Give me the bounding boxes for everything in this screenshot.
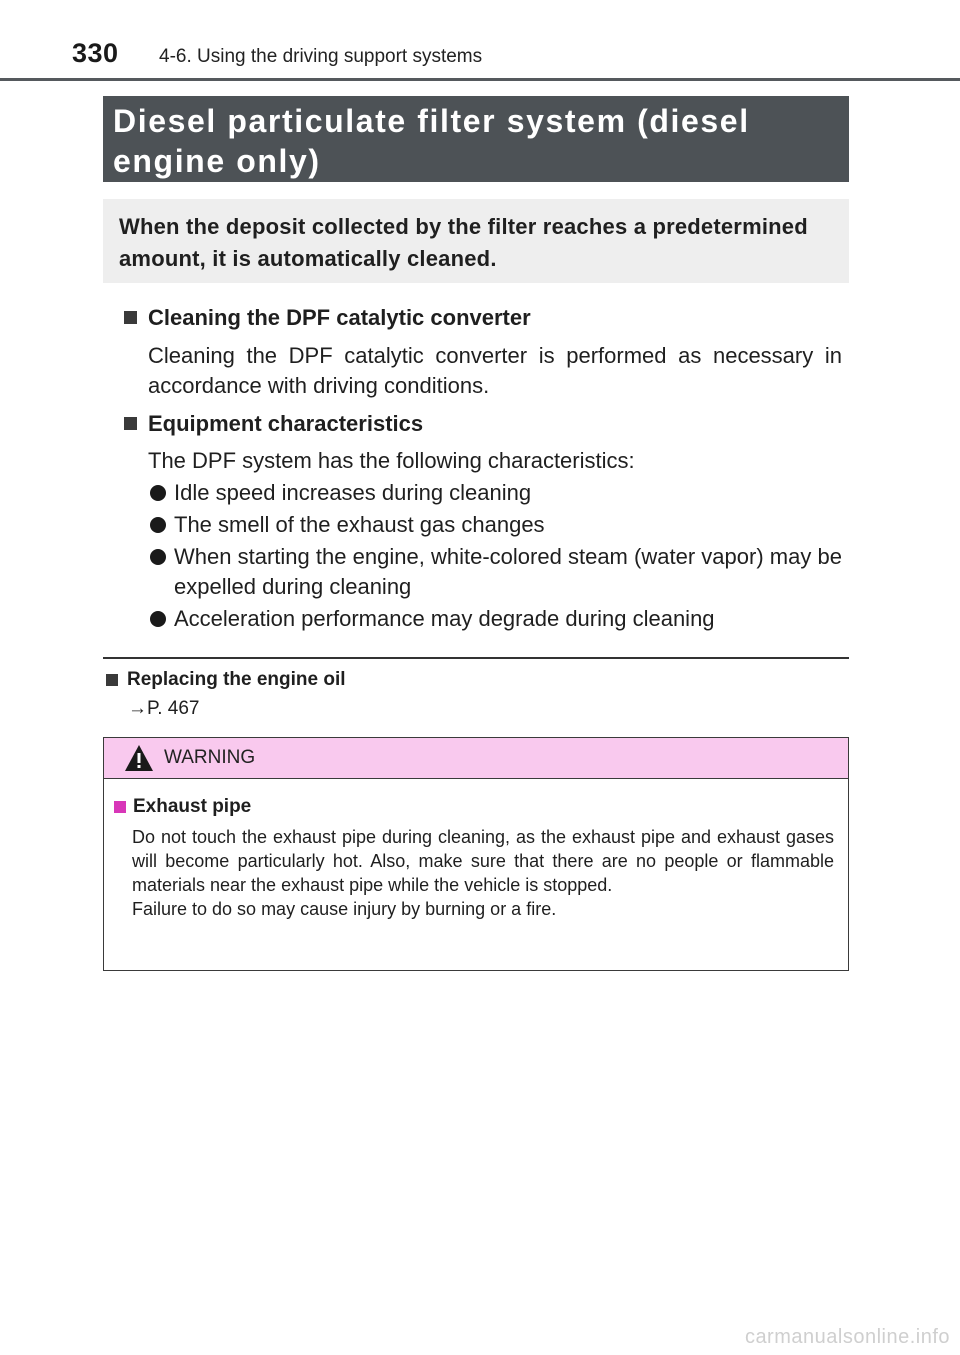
main-content (122, 303, 842, 634)
warning-text: Do not touch the exhaust pipe during cleaning, as the exhaust pipe and exhaust gases will become particularly hot. Also, make sure that there are no people or flammable materials near the exhaust pipe while the vehicle is stopped. (132, 827, 834, 895)
list-item (148, 510, 842, 540)
square-bullet-icon (124, 311, 137, 324)
subsection-text: The DPF system has the following characteristics: (148, 448, 635, 473)
divider (103, 657, 849, 659)
subsection-heading-text: Equipment characteristics (148, 411, 424, 436)
header-rule (0, 78, 960, 81)
list-item-text: Acceleration performance may degrade during cleaning (174, 606, 715, 631)
info-heading-text: Replacing the engine oil (127, 669, 346, 690)
round-bullet-icon (150, 517, 166, 533)
section-header: 4-6. Using the driving support systems (159, 46, 483, 67)
title-box (103, 96, 849, 182)
list-item-text: Idle speed increases during cleaning (174, 480, 532, 505)
subsection-heading (122, 409, 842, 439)
list-item (148, 478, 842, 508)
lead-line1: When the deposit collected by the filter reaches a predetermined (119, 214, 808, 239)
list-item-text: When starting the engine, white-colored steam (water vapor) may be expelled during cleaning (174, 544, 842, 599)
lead-line2: amount, it is automatically cleaned. (119, 246, 497, 271)
square-bullet-icon (124, 417, 137, 430)
subsection-heading (122, 303, 842, 333)
square-bullet-icon (114, 801, 126, 813)
lead-box (103, 199, 849, 283)
warning-header (104, 738, 848, 779)
watermark: carmanualsonline.info (744, 1326, 950, 1348)
warning-heading (112, 795, 834, 819)
round-bullet-icon (150, 611, 166, 627)
list-item (148, 604, 842, 634)
page-title-line1: Diesel particulate filter system (diesel (113, 103, 750, 139)
warning-label: WARNING (164, 747, 256, 768)
warning-box (103, 737, 849, 971)
warning-triangle-icon (124, 744, 154, 777)
list-item (148, 542, 842, 602)
square-bullet-icon (106, 674, 118, 686)
info-heading (103, 668, 346, 692)
page-title-line2: engine only) (113, 143, 321, 179)
warning-heading-text: Exhaust pipe (133, 796, 252, 817)
round-bullet-icon (150, 485, 166, 501)
subsection-text: Cleaning the DPF catalytic converter is performed as necessary in accordance with driving conditions. (148, 343, 842, 398)
warning-text-2: Failure to do so may cause injury by burning or a fire. (132, 899, 557, 919)
warning-body (104, 779, 848, 921)
page-number: 330 (72, 38, 119, 68)
page-reference-link[interactable]: →P. 467 (128, 698, 200, 719)
subsection-heading-text: Cleaning the DPF catalytic converter (148, 305, 531, 330)
list-item-text: The smell of the exhaust gas changes (174, 512, 545, 537)
round-bullet-icon (150, 549, 166, 565)
